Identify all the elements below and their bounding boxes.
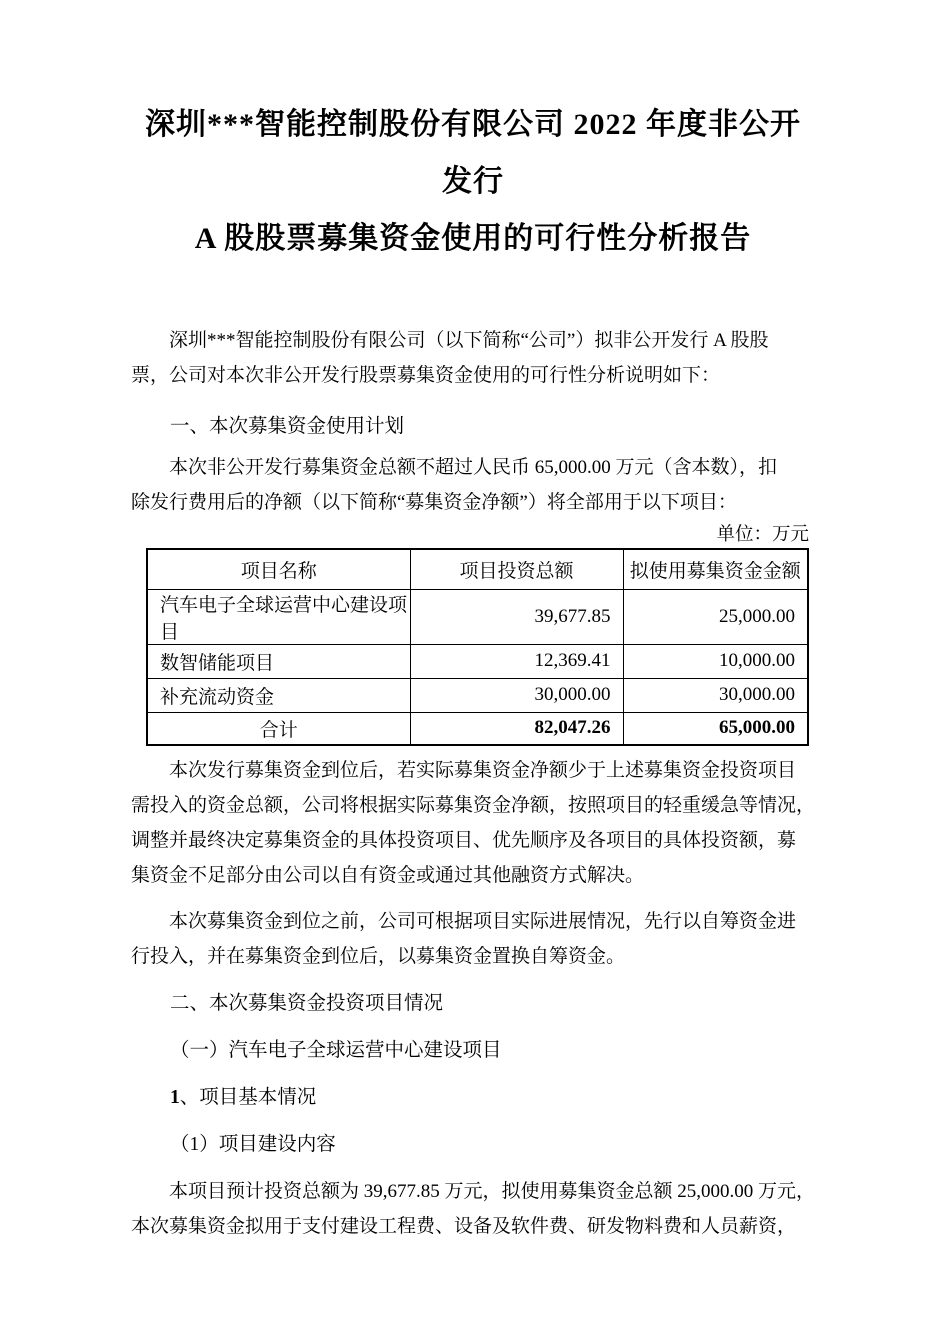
header-project-name: 项目名称	[147, 549, 410, 589]
section2-1-1-1-heading: （1）项目建设内容	[170, 1134, 336, 1155]
total-investment-cell: 82,047.26	[410, 712, 623, 745]
document-title	[131, 96, 815, 267]
paragraph-line: 票，公司对本次非公开发行股票募集资金使用的可行性分析说明如下：	[131, 365, 721, 386]
table-total-row	[147, 712, 808, 745]
title-line-1: 深圳***智能控制股份有限公司 2022 年度非公开发行	[145, 108, 801, 198]
raised-funds-cell: 10,000.00	[623, 644, 808, 678]
paragraph-line: 需投入的资金总额，公司将根据实际募集资金净额，按照项目的轻重缓急等情况，	[131, 795, 816, 816]
total-raised-cell: 65,000.00	[623, 712, 808, 745]
heading-number: 1	[170, 1087, 180, 1108]
paragraph-line: 调整并最终决定募集资金的具体投资项目、优先顺序及各项目的具体投资额，募	[131, 830, 797, 851]
plan-paragraph	[131, 450, 815, 520]
paragraph-line: 本次非公开发行募集资金总额不超过人民币 65,000.00 万元（含本数），扣	[169, 457, 778, 478]
section1-heading: 一、本次募集资金使用计划	[170, 416, 405, 437]
table-row	[147, 644, 808, 678]
paragraph-line: 本次募集资金拟用于支付建设工程费、设备及软件费、研发物料费和人员薪资，	[131, 1216, 797, 1237]
project-name-cell: 数智储能项目	[147, 644, 410, 678]
intro-paragraph	[131, 323, 815, 393]
paragraph-line: 本次发行募集资金到位后，若实际募集资金净额少于上述募集资金投资项目	[169, 760, 797, 781]
table-row	[147, 589, 808, 644]
table-unit-label: 单位：万元	[716, 525, 809, 545]
section2-1-heading: （一）汽车电子全球运营中心建设项目	[170, 1040, 502, 1061]
paragraph-line: 行投入，并在募集资金到位后，以募集资金置换自筹资金。	[131, 946, 626, 967]
investment-total-cell: 39,677.85	[410, 589, 623, 644]
paragraph-line: 除发行费用后的净额（以下简称“募集资金净额”）将全部用于以下项目：	[131, 492, 737, 513]
paragraph-line: 本次募集资金到位之前，公司可根据项目实际进展情况，先行以自筹资金进	[169, 911, 797, 932]
fund-usage-table	[146, 548, 809, 746]
paragraph-line: 本项目预计投资总额为 39,677.85 万元，拟使用募集资金总额 25,000.00 万元，	[169, 1181, 816, 1202]
project-name-cell: 补充流动资金	[147, 678, 410, 712]
section2-1-1-heading	[131, 1080, 815, 1115]
table-header-row	[147, 549, 808, 589]
paragraph-line: 集资金不足部分由公司以自有资金或通过其他融资方式解决。	[131, 865, 645, 886]
project-paragraph	[131, 1174, 815, 1244]
title-line-2: A 股股票募集资金使用的可行性分析报告	[194, 222, 752, 255]
header-raised-funds: 拟使用募集资金金额	[623, 549, 808, 589]
project-name-cell: 汽车电子全球运营中心建设项目	[147, 589, 410, 644]
paragraph-line: 深圳***智能控制股份有限公司（以下简称“公司”）拟非公开发行 A 股股	[169, 330, 769, 351]
section2-heading: 二、本次募集资金投资项目情况	[170, 993, 444, 1014]
raised-funds-cell: 25,000.00	[623, 589, 808, 644]
total-label-cell: 合计	[147, 712, 410, 745]
raised-funds-cell: 30,000.00	[623, 678, 808, 712]
heading-text: 、项目基本情况	[179, 1087, 317, 1108]
investment-total-cell: 12,369.41	[410, 644, 623, 678]
header-investment-total: 项目投资总额	[410, 549, 623, 589]
table-row	[147, 678, 808, 712]
investment-total-cell: 30,000.00	[410, 678, 623, 712]
adjustment-paragraph	[131, 753, 815, 893]
prefund-paragraph	[131, 904, 815, 974]
document-content	[0, 96, 950, 1244]
